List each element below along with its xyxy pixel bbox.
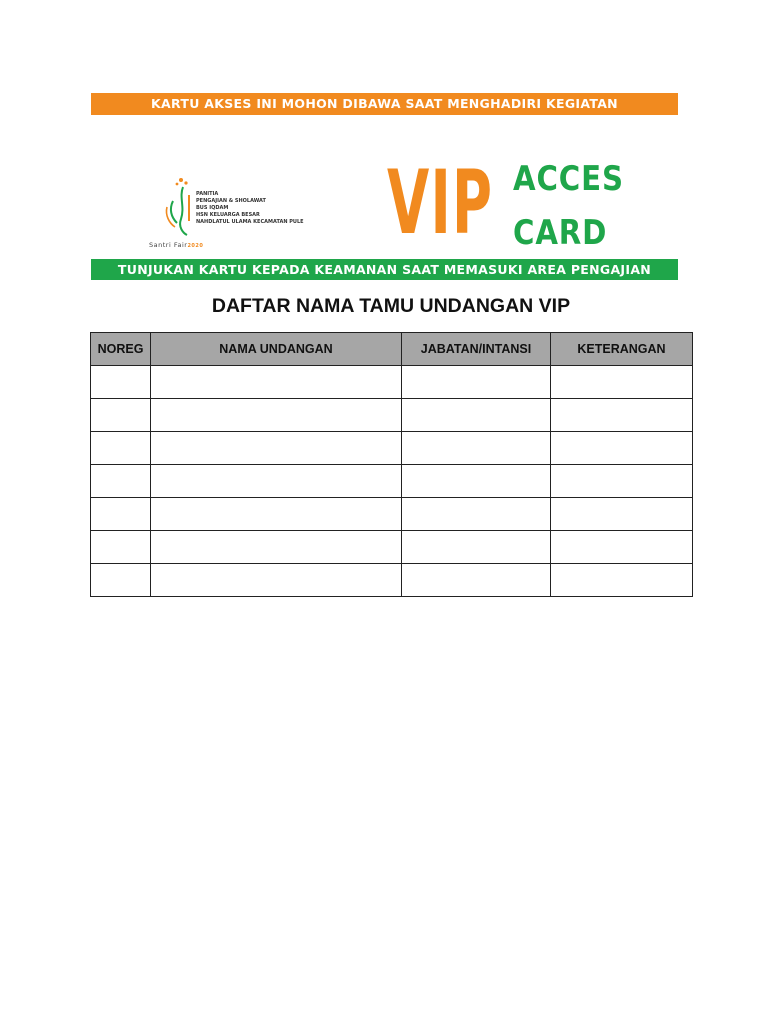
brand-year: 2020 bbox=[187, 243, 204, 249]
table-cell[interactable] bbox=[151, 531, 402, 564]
organizer-line: PANITIA bbox=[196, 191, 219, 197]
vip-heading: VIP bbox=[387, 151, 494, 254]
table-row bbox=[91, 498, 693, 531]
banner-card-body bbox=[91, 115, 678, 259]
table-cell[interactable] bbox=[551, 531, 693, 564]
table-cell[interactable] bbox=[402, 531, 551, 564]
table-cell[interactable] bbox=[551, 564, 693, 597]
table-cell[interactable] bbox=[91, 531, 151, 564]
table-row bbox=[91, 531, 693, 564]
table-cell[interactable] bbox=[551, 465, 693, 498]
brand-name bbox=[149, 241, 203, 249]
organizer-line: NAHDLATUL ULAMA KECAMATAN PULE bbox=[196, 219, 304, 225]
banner-bottom-bar: TUNJUKAN KARTU KEPADA KEAMANAN SAAT MEMASUKI AREA PENGAJIAN bbox=[91, 259, 678, 280]
table-cell[interactable] bbox=[402, 498, 551, 531]
table-cell[interactable] bbox=[551, 432, 693, 465]
santri-fair-logo-icon bbox=[163, 177, 193, 239]
header-nama-undangan: NAMA UNDANGAN bbox=[151, 333, 402, 366]
acces-heading: ACCES bbox=[513, 159, 624, 199]
table-cell[interactable] bbox=[402, 564, 551, 597]
vip-access-card-banner bbox=[91, 93, 678, 280]
table-cell[interactable] bbox=[151, 498, 402, 531]
table-cell[interactable] bbox=[551, 366, 693, 399]
header-noreg: NOREG bbox=[91, 333, 151, 366]
table-cell[interactable] bbox=[551, 498, 693, 531]
table-cell[interactable] bbox=[91, 564, 151, 597]
table-cell[interactable] bbox=[91, 432, 151, 465]
table-cell[interactable] bbox=[151, 564, 402, 597]
table-cell[interactable] bbox=[91, 465, 151, 498]
table-row bbox=[91, 432, 693, 465]
brand-text: Santri Fair bbox=[149, 241, 188, 249]
table-cell[interactable] bbox=[402, 366, 551, 399]
organizer-line: HSN KELUARGA BESAR bbox=[196, 212, 260, 218]
table-cell[interactable] bbox=[151, 366, 402, 399]
banner-top-bar: KARTU AKSES INI MOHON DIBAWA SAAT MENGHADIRI KEGIATAN bbox=[91, 93, 678, 115]
table-cell[interactable] bbox=[91, 399, 151, 432]
table-row bbox=[91, 465, 693, 498]
table-cell[interactable] bbox=[91, 366, 151, 399]
card-heading: CARD bbox=[513, 213, 608, 253]
organizer-line: BUS IQDAM bbox=[196, 205, 229, 211]
table-cell[interactable] bbox=[91, 498, 151, 531]
table-cell[interactable] bbox=[151, 465, 402, 498]
organizer-line: PENGAJIAN & SHOLAWAT bbox=[196, 198, 266, 204]
guest-list-table bbox=[90, 332, 693, 597]
header-keterangan: KETERANGAN bbox=[551, 333, 693, 366]
organizer-lines bbox=[196, 191, 304, 226]
table-cell[interactable] bbox=[402, 399, 551, 432]
table-row bbox=[91, 564, 693, 597]
table-cell[interactable] bbox=[402, 432, 551, 465]
table-cell[interactable] bbox=[551, 399, 693, 432]
table-cell[interactable] bbox=[402, 465, 551, 498]
table-row bbox=[91, 399, 693, 432]
page-title: DAFTAR NAMA TAMU UNDANGAN VIP bbox=[211, 295, 571, 317]
table-cell[interactable] bbox=[151, 399, 402, 432]
table-row bbox=[91, 366, 693, 399]
header-jabatan-intansi: JABATAN/INTANSI bbox=[402, 333, 551, 366]
table-header-row bbox=[91, 333, 693, 366]
table-cell[interactable] bbox=[151, 432, 402, 465]
